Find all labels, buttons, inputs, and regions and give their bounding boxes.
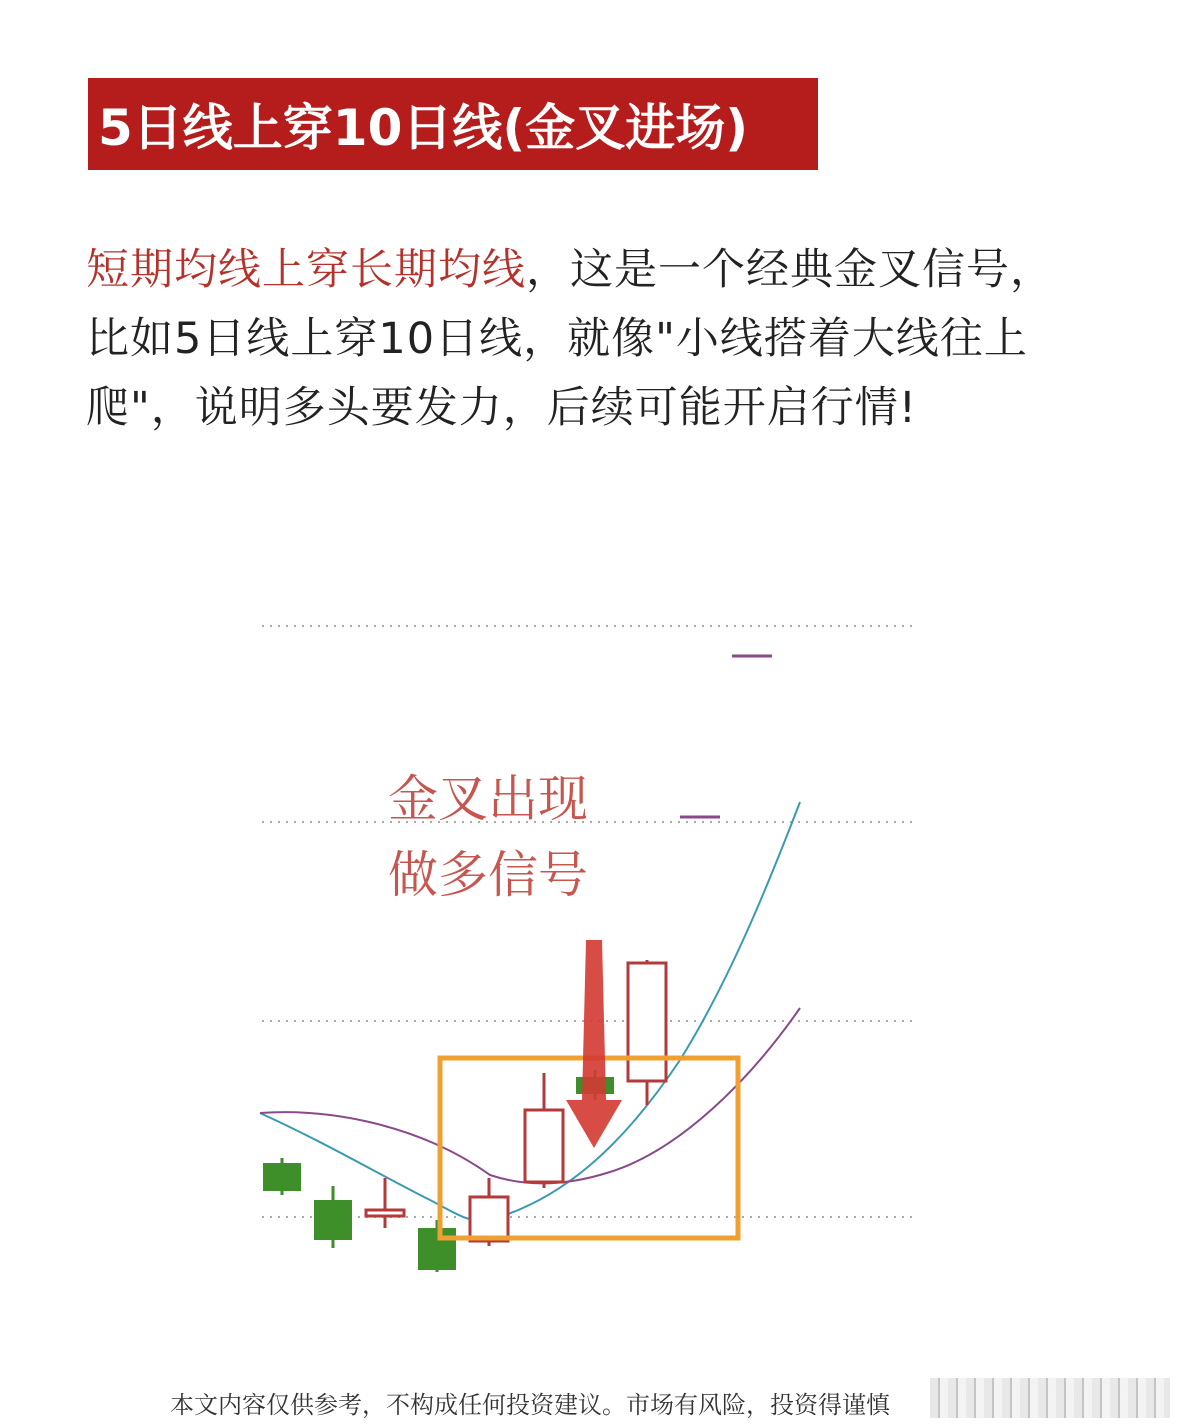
article-paragraph: [86, 236, 1056, 443]
candle-body-bullish: [366, 1210, 404, 1216]
paragraph-highlight: 短期均线上穿长期均线: [86, 245, 526, 295]
candle-body-bearish: [263, 1163, 301, 1191]
illustration-svg: [0, 560, 1179, 1320]
signal-arrow-icon: [566, 940, 622, 1148]
candle-body-bullish: [525, 1110, 563, 1182]
candle-body-bearish: [314, 1200, 352, 1240]
disclaimer-text: 本文内容仅供参考，不构成任何投资建议。市场有风险，投资得谨慎: [170, 1391, 890, 1419]
watermark-blur: [930, 1378, 1170, 1418]
bullish-candles: [366, 960, 666, 1246]
candle-body-bullish: [628, 963, 666, 1081]
candle-body-bearish: [418, 1228, 456, 1270]
annotation-line2: 做多信号: [388, 846, 588, 904]
paragraph-body: ，这是一个经典金叉信号，比如5日线上穿10日线，就像"小线搭着大线往上爬"，说明多头要发力，后续可能开启行情!: [86, 245, 1054, 433]
annotation-line1: 金叉出现: [388, 770, 588, 828]
golden-cross-illustration: [0, 560, 1179, 1320]
article-title: 5日线上穿10日线(金叉进场): [98, 99, 749, 157]
title-banner: [88, 78, 818, 170]
candle-body-bullish: [470, 1197, 508, 1241]
